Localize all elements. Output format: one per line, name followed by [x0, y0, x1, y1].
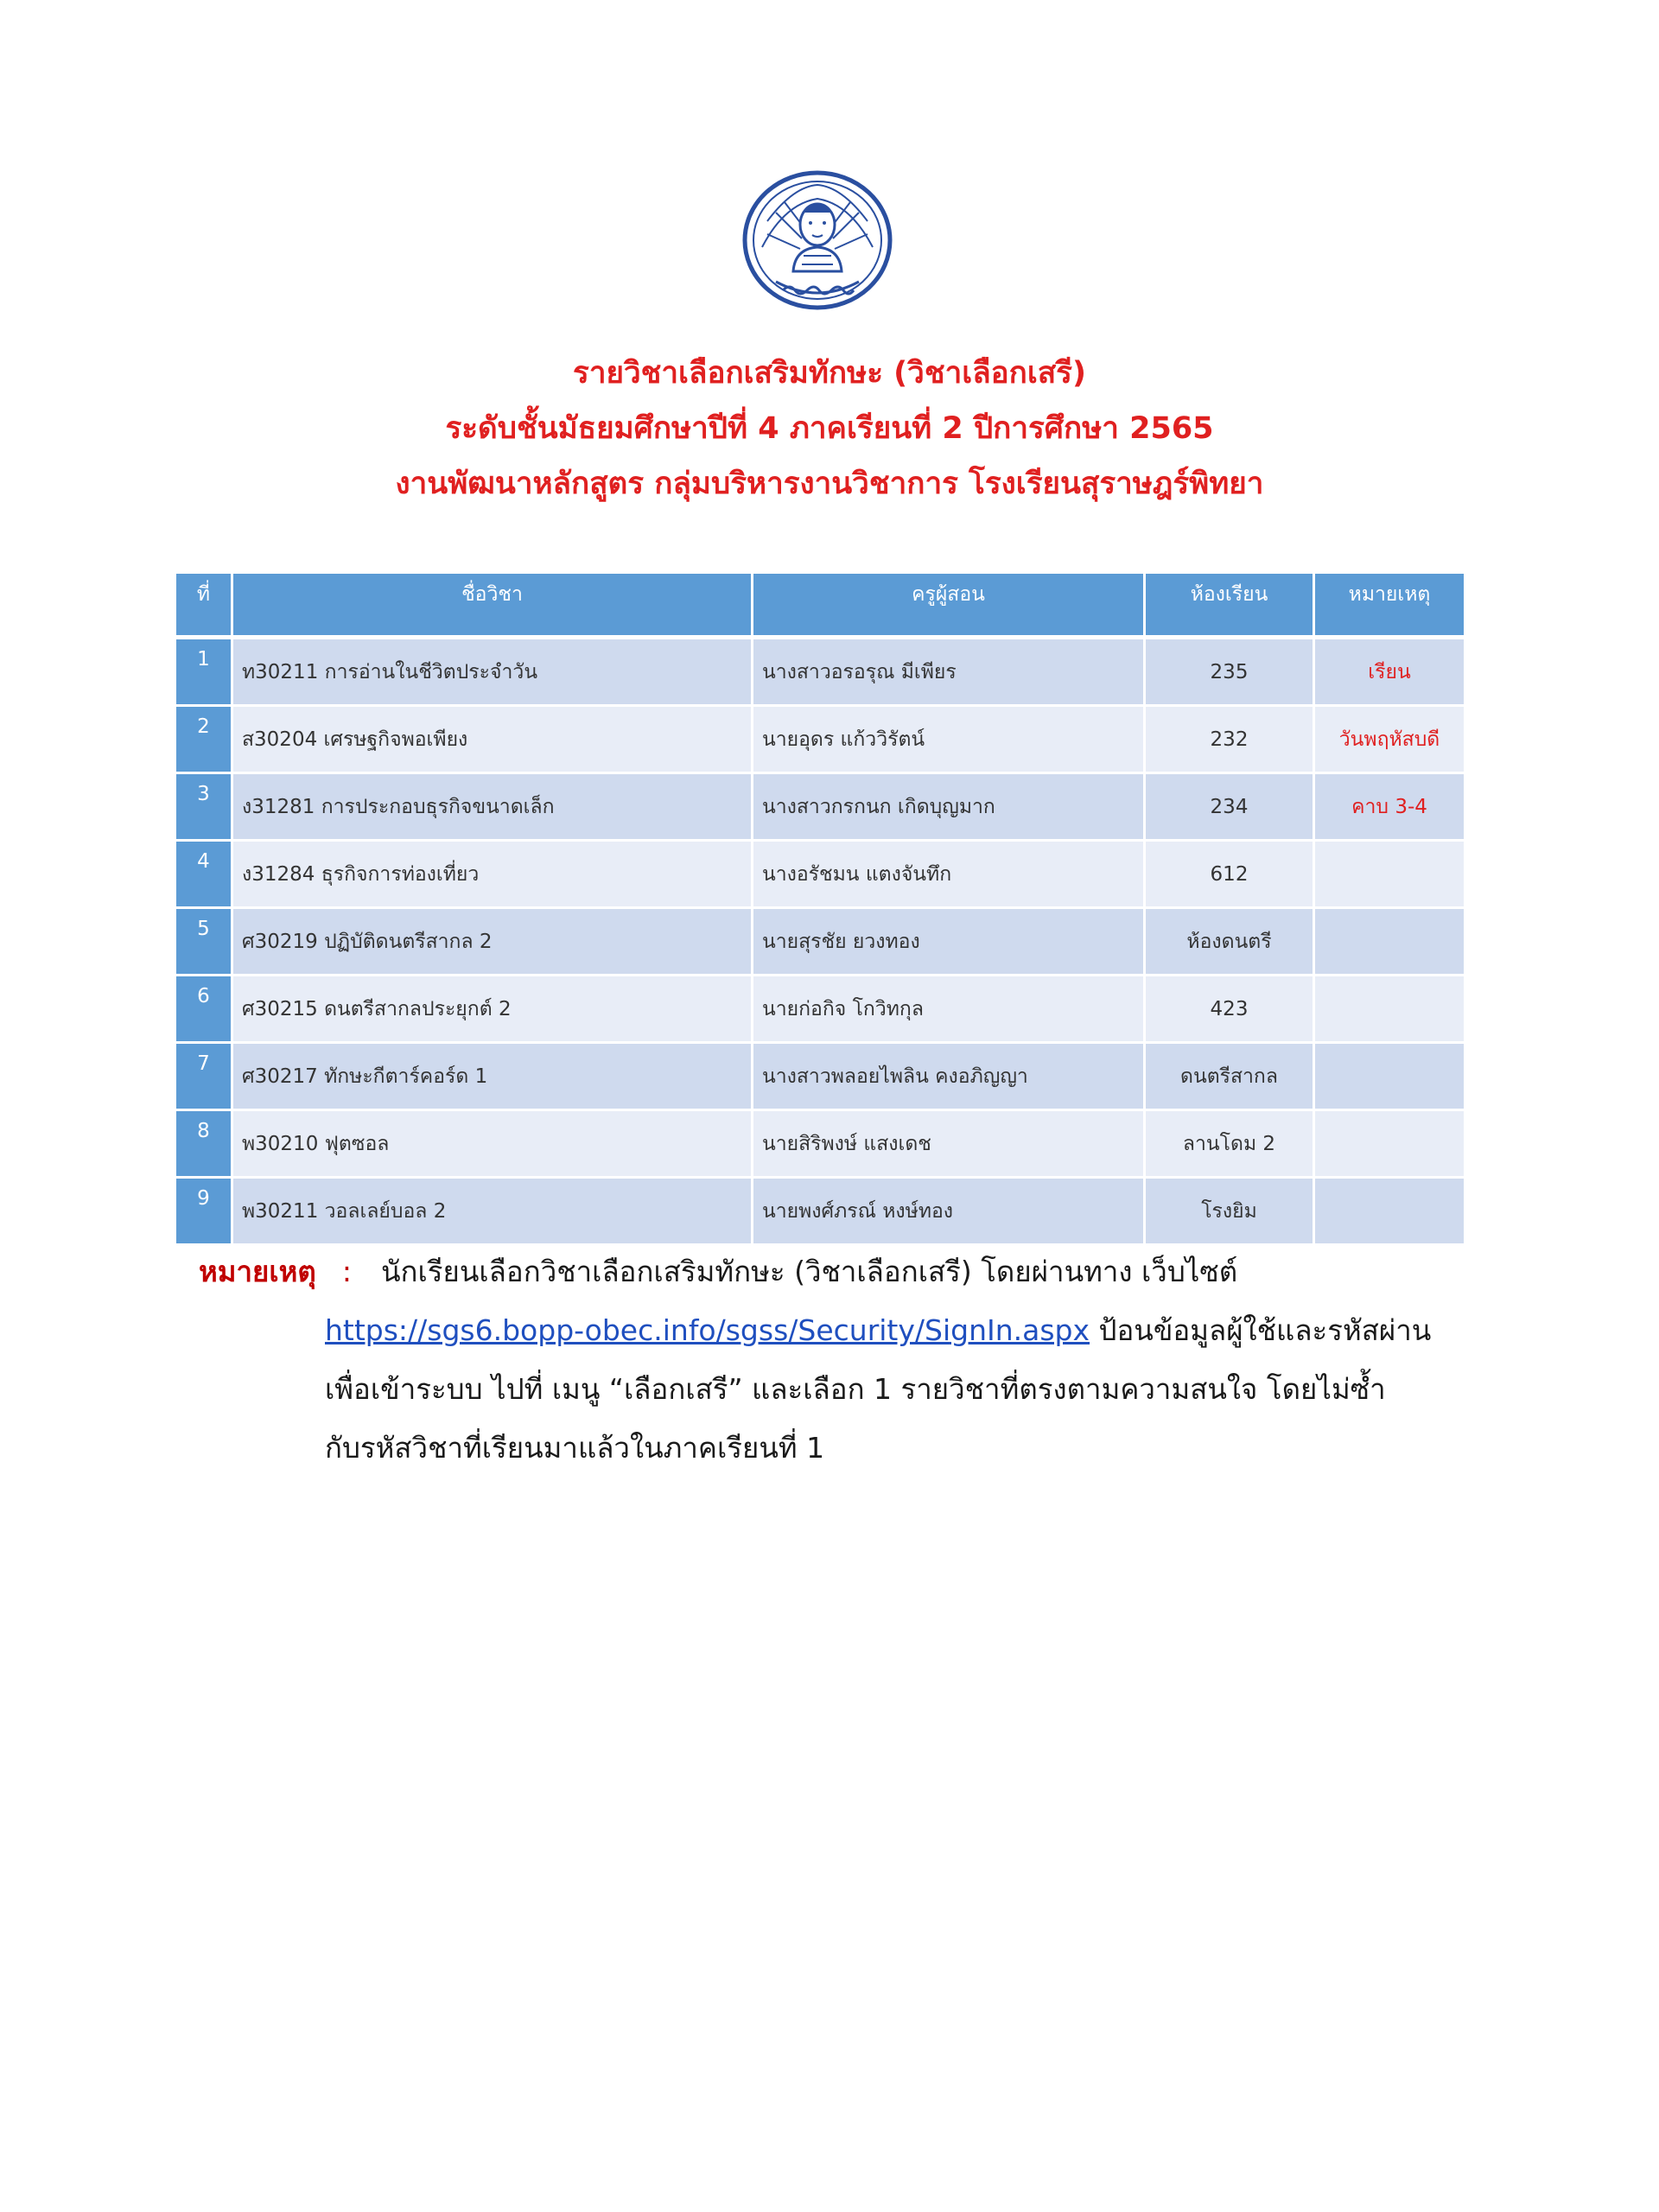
- col-header-note: หมายเหตุ: [1315, 574, 1464, 639]
- course-name: ท30211 การอ่านในชีวิตประจำวัน: [233, 639, 753, 707]
- course-name: ง31281 การประกอบธุรกิจขนาดเล็ก: [233, 774, 753, 842]
- room: 232: [1146, 707, 1315, 774]
- note: [1315, 1179, 1464, 1246]
- room: ห้องดนตรี: [1146, 909, 1315, 976]
- table-row: [176, 774, 1464, 842]
- teacher-name: นางอรัชมน แตงจันทึก: [753, 842, 1146, 909]
- table-row: [176, 707, 1464, 774]
- table-header-row: [176, 574, 1464, 639]
- course-name: พ30210 ฟุตซอล: [233, 1111, 753, 1179]
- course-name: ส30204 เศรษฐกิจพอเพียง: [233, 707, 753, 774]
- room: โรงยิม: [1146, 1179, 1315, 1246]
- note: [1315, 1111, 1464, 1179]
- table-row: [176, 976, 1464, 1044]
- table-row: [176, 842, 1464, 909]
- course-name: ง31284 ธุรกิจการท่องเที่ยว: [233, 842, 753, 909]
- school-seal-logo: [741, 169, 893, 315]
- table-row: [176, 1111, 1464, 1179]
- signin-link[interactable]: https://sgs6.bopp-obec.info/sgss/Security/SignIn.aspx: [325, 1313, 1090, 1347]
- remark-text-line3: เพื่อเข้าระบบ ไปที่ เมนู “เลือกเสรี” และเลือก 1 รายวิชาที่ตรงตามความสนใจ โดยไม่ซ้ำ: [325, 1372, 1386, 1406]
- teacher-name: นายสุรชัย ยวงทอง: [753, 909, 1146, 976]
- room: 234: [1146, 774, 1315, 842]
- teacher-name: นางสาวกรกนก เกิดบุญมาก: [753, 774, 1146, 842]
- row-number: 3: [176, 774, 233, 842]
- remark-colon: :: [341, 1255, 352, 1288]
- row-number: 6: [176, 976, 233, 1044]
- remark-text-line2: ป้อนข้อมูลผู้ใช้และรหัสผ่าน: [1090, 1313, 1432, 1347]
- remark-first-line: [199, 1243, 1547, 1301]
- room: ลานโดม 2: [1146, 1111, 1315, 1179]
- teacher-name: นายก่อกิจ โกวิทกุล: [753, 976, 1146, 1044]
- course-name: ศ30217 ทักษะกีตาร์คอร์ด 1: [233, 1044, 753, 1111]
- room: 612: [1146, 842, 1315, 909]
- remark-block: [199, 1243, 1547, 1478]
- col-header-course: ชื่อวิชา: [233, 574, 753, 639]
- teacher-name: นายพงศ์ภรณ์ หงษ์ทอง: [753, 1179, 1146, 1246]
- note: [1315, 909, 1464, 976]
- note: [1315, 976, 1464, 1044]
- teacher-name: นางสาวอรอรุณ มีเพียร: [753, 639, 1146, 707]
- row-number: 9: [176, 1179, 233, 1246]
- room: ดนตรีสากล: [1146, 1044, 1315, 1111]
- row-number: 5: [176, 909, 233, 976]
- note: [1315, 1044, 1464, 1111]
- col-header-no: ที่: [176, 574, 233, 639]
- remark-text-line1: นักเรียนเลือกวิชาเลือกเสริมทักษะ (วิชาเลือกเสรี) โดยผ่านทาง เว็บไซต์: [380, 1255, 1238, 1288]
- col-header-room: ห้องเรียน: [1146, 574, 1315, 639]
- teacher-name: นางสาวพลอยไพลิน คงอภิญญา: [753, 1044, 1146, 1111]
- row-number: 2: [176, 707, 233, 774]
- course-name: ศ30215 ดนตรีสากลประยุกต์ 2: [233, 976, 753, 1044]
- table-row: [176, 909, 1464, 976]
- col-header-teacher: ครูผู้สอน: [753, 574, 1146, 639]
- course-table: [176, 574, 1464, 1246]
- table-row: [176, 1044, 1464, 1111]
- note: วันพฤหัสบดี: [1315, 707, 1464, 774]
- row-number: 1: [176, 639, 233, 707]
- room: 235: [1146, 639, 1315, 707]
- row-number: 7: [176, 1044, 233, 1111]
- note: เรียน: [1315, 639, 1464, 707]
- title-line-1: รายวิชาเลือกเสริมทักษะ (วิชาเลือกเสรี): [573, 356, 1086, 391]
- remark-label: หมายเหตุ: [199, 1255, 316, 1288]
- teacher-name: นายอุดร แก้ววิรัตน์: [753, 707, 1146, 774]
- table-row: [176, 1179, 1464, 1246]
- table-row: [176, 639, 1464, 707]
- room: 423: [1146, 976, 1315, 1044]
- course-name: พ30211 วอลเลย์บอล 2: [233, 1179, 753, 1246]
- note: [1315, 842, 1464, 909]
- course-name: ศ30219 ปฏิบัติดนตรีสากล 2: [233, 909, 753, 976]
- row-number: 4: [176, 842, 233, 909]
- note: คาบ 3-4: [1315, 774, 1464, 842]
- teacher-name: นายสิริพงษ์ แสงเดช: [753, 1111, 1146, 1179]
- row-number: 8: [176, 1111, 233, 1179]
- remark-text-line4: กับรหัสวิชาที่เรียนมาแล้วในภาคเรียนที่ 1: [325, 1431, 825, 1465]
- remark-second-line: [199, 1301, 1547, 1360]
- title-line-3: งานพัฒนาหลักสูตร กลุ่มบริหารงานวิชาการ โรงเรียนสุราษฎร์พิทยา: [395, 467, 1264, 501]
- title-line-2: ระดับชั้นมัธยมศึกษาปีที่ 4 ภาคเรียนที่ 2 ปีการศึกษา 2565: [445, 411, 1214, 446]
